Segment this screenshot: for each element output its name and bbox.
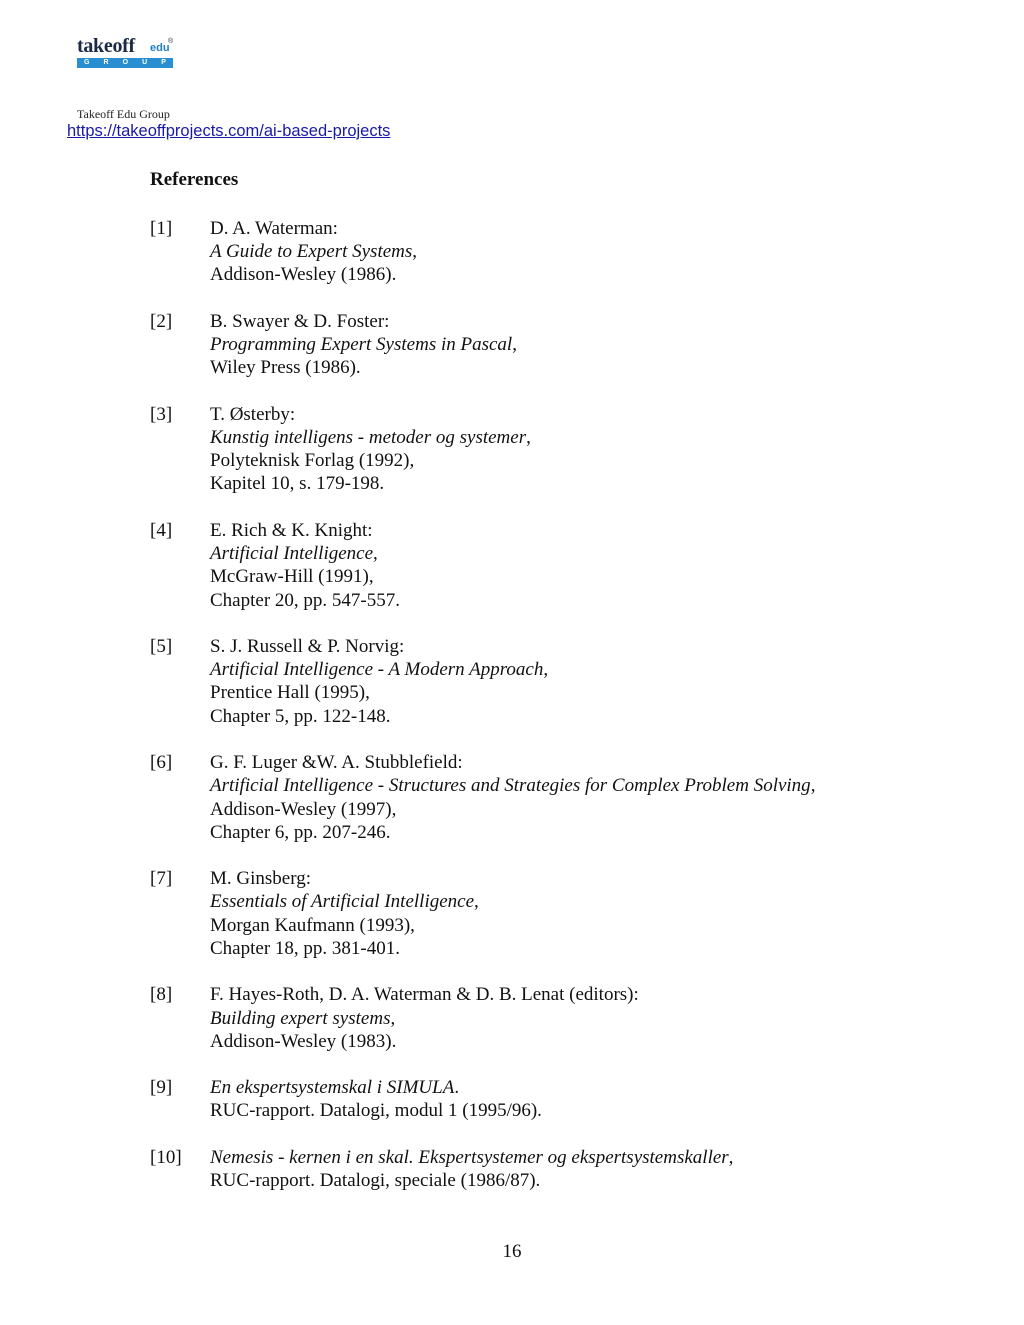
reference-title-punctuation: , [728,1146,734,1168]
reference-publication-line: Wiley Press (1986). [210,357,361,379]
reference-number: [10] [150,1146,182,1168]
logo-group-letter: R [103,59,109,66]
reference-publication-line: Polyteknisk Forlag (1992), [210,450,415,472]
reference-title: Programming Expert Systems in Pascal [210,334,513,356]
reference-title-punctuation: . [454,1077,460,1099]
reference-title-punctuation: , [512,334,517,356]
reference-number: [6] [150,752,173,774]
company-name: Takeoff Edu Group [77,107,170,121]
reference-author: M. Ginsberg: [210,868,311,890]
reference-body [210,635,815,728]
reference-title-punctuation: , [412,241,418,263]
reference-title-line [210,333,815,356]
reference-title: Essentials of Artificial Intelligence [210,891,475,913]
reference-item [150,1146,815,1192]
reference-title-line [210,1146,815,1169]
reference-body [210,217,815,287]
reference-publication-line: Chapter 18, pp. 381-401. [210,937,400,959]
reference-publication-line: Prentice Hall (1995), [210,682,370,704]
reference-title-line [210,658,815,681]
reference-number: [5] [150,636,173,658]
reference-title-punctuation: , [526,427,531,449]
reference-body [210,403,815,496]
reference-body [210,751,815,844]
reference-title-punctuation: , [373,543,378,565]
logo-registered-mark: ® [168,38,174,45]
logo-wordmark: takeoff [77,35,135,57]
reference-body [210,519,815,612]
reference-number: [8] [150,984,173,1006]
reference-publication-line: Chapter 6, pp. 207-246. [210,821,391,843]
logo-edu-text: edu [150,42,170,54]
reference-title-line [210,1007,815,1030]
references-list [150,217,815,1216]
reference-body [210,310,815,380]
reference-author: T. Østerby: [210,403,296,425]
reference-title-punctuation: , [543,659,549,681]
reference-publication-line: Addison-Wesley (1997), [210,798,397,820]
reference-title: Building expert systems [210,1007,391,1029]
reference-author: B. Swayer & D. Foster: [210,310,390,332]
reference-author: D. A. Waterman: [210,218,338,239]
takeoff-edu-logo [77,36,177,70]
reference-title-punctuation: , [474,891,479,913]
reference-item [150,217,815,287]
references-heading: References [150,169,239,190]
reference-number: [7] [150,868,173,890]
reference-title-line [210,1076,815,1099]
reference-publication-line: Chapter 5, pp. 122-148. [210,705,391,727]
reference-publication-line: RUC-rapport. Datalogi, modul 1 (1995/96). [210,1100,542,1122]
reference-item [150,983,815,1053]
reference-body [210,1076,815,1122]
reference-title-line [210,774,815,797]
reference-number: [2] [150,310,173,332]
reference-author: G. F. Luger &W. A. Stubblefield: [210,752,463,774]
reference-body [210,867,815,960]
reference-title: Kunstig intelligens - metoder og systemer [210,427,527,449]
reference-publication-line: Morgan Kaufmann (1993), [210,914,415,936]
reference-number: [4] [150,519,173,541]
reference-publication-line: Addison-Wesley (1983). [210,1030,397,1052]
reference-body [210,983,815,1053]
reference-body [210,1146,815,1192]
logo-group-letter: G [84,59,90,66]
reference-title-line [210,542,815,565]
reference-publication-line: Addison-Wesley (1986). [210,264,397,286]
projects-link[interactable]: https://takeoffprojects.com/ai-based-projects [67,122,391,140]
reference-title: A Guide to Expert Systems [210,241,413,263]
reference-title: Nemesis - kernen i en skal. Ekspertsystemer og ekspertsystemskaller [210,1146,729,1168]
reference-item [150,751,815,844]
reference-item [150,310,815,380]
reference-number: [9] [150,1077,173,1099]
reference-publication-line: McGraw-Hill (1991), [210,566,374,588]
reference-title-line [210,426,815,449]
reference-author: E. Rich & K. Knight: [210,519,373,541]
reference-number: [1] [150,218,173,239]
reference-publication-line: RUC-rapport. Datalogi, speciale (1986/87). [210,1170,541,1192]
logo-group-letter: U [142,59,148,66]
logo-group-letter: O [122,59,129,66]
reference-item [150,1076,815,1122]
page-number: 16 [502,1241,522,1262]
reference-title: Artificial Intelligence - A Modern Approach [210,659,544,681]
reference-author: S. J. Russell & P. Norvig: [210,636,405,658]
reference-title: Artificial Intelligence - Structures and Strategies for Complex Problem Solving [210,775,811,797]
reference-title-line [210,240,815,263]
reference-item [150,403,815,496]
reference-number: [3] [150,403,173,425]
reference-title: Artificial Intelligence [210,543,374,565]
reference-title-line [210,890,815,913]
reference-publication-line: Kapitel 10, s. 179-198. [210,473,385,495]
reference-item [150,635,815,728]
reference-title-punctuation: , [390,1007,396,1029]
reference-item [150,519,815,612]
logo-group-bar [77,58,173,68]
reference-title-punctuation: , [810,775,816,797]
logo-group-letter: P [161,59,166,66]
reference-item [150,867,815,960]
reference-publication-line: Chapter 20, pp. 547-557. [210,589,400,611]
reference-title: En ekspertsystemskal i SIMULA [210,1077,455,1099]
reference-author: F. Hayes-Roth, D. A. Waterman & D. B. Lenat (editors): [210,984,639,1006]
